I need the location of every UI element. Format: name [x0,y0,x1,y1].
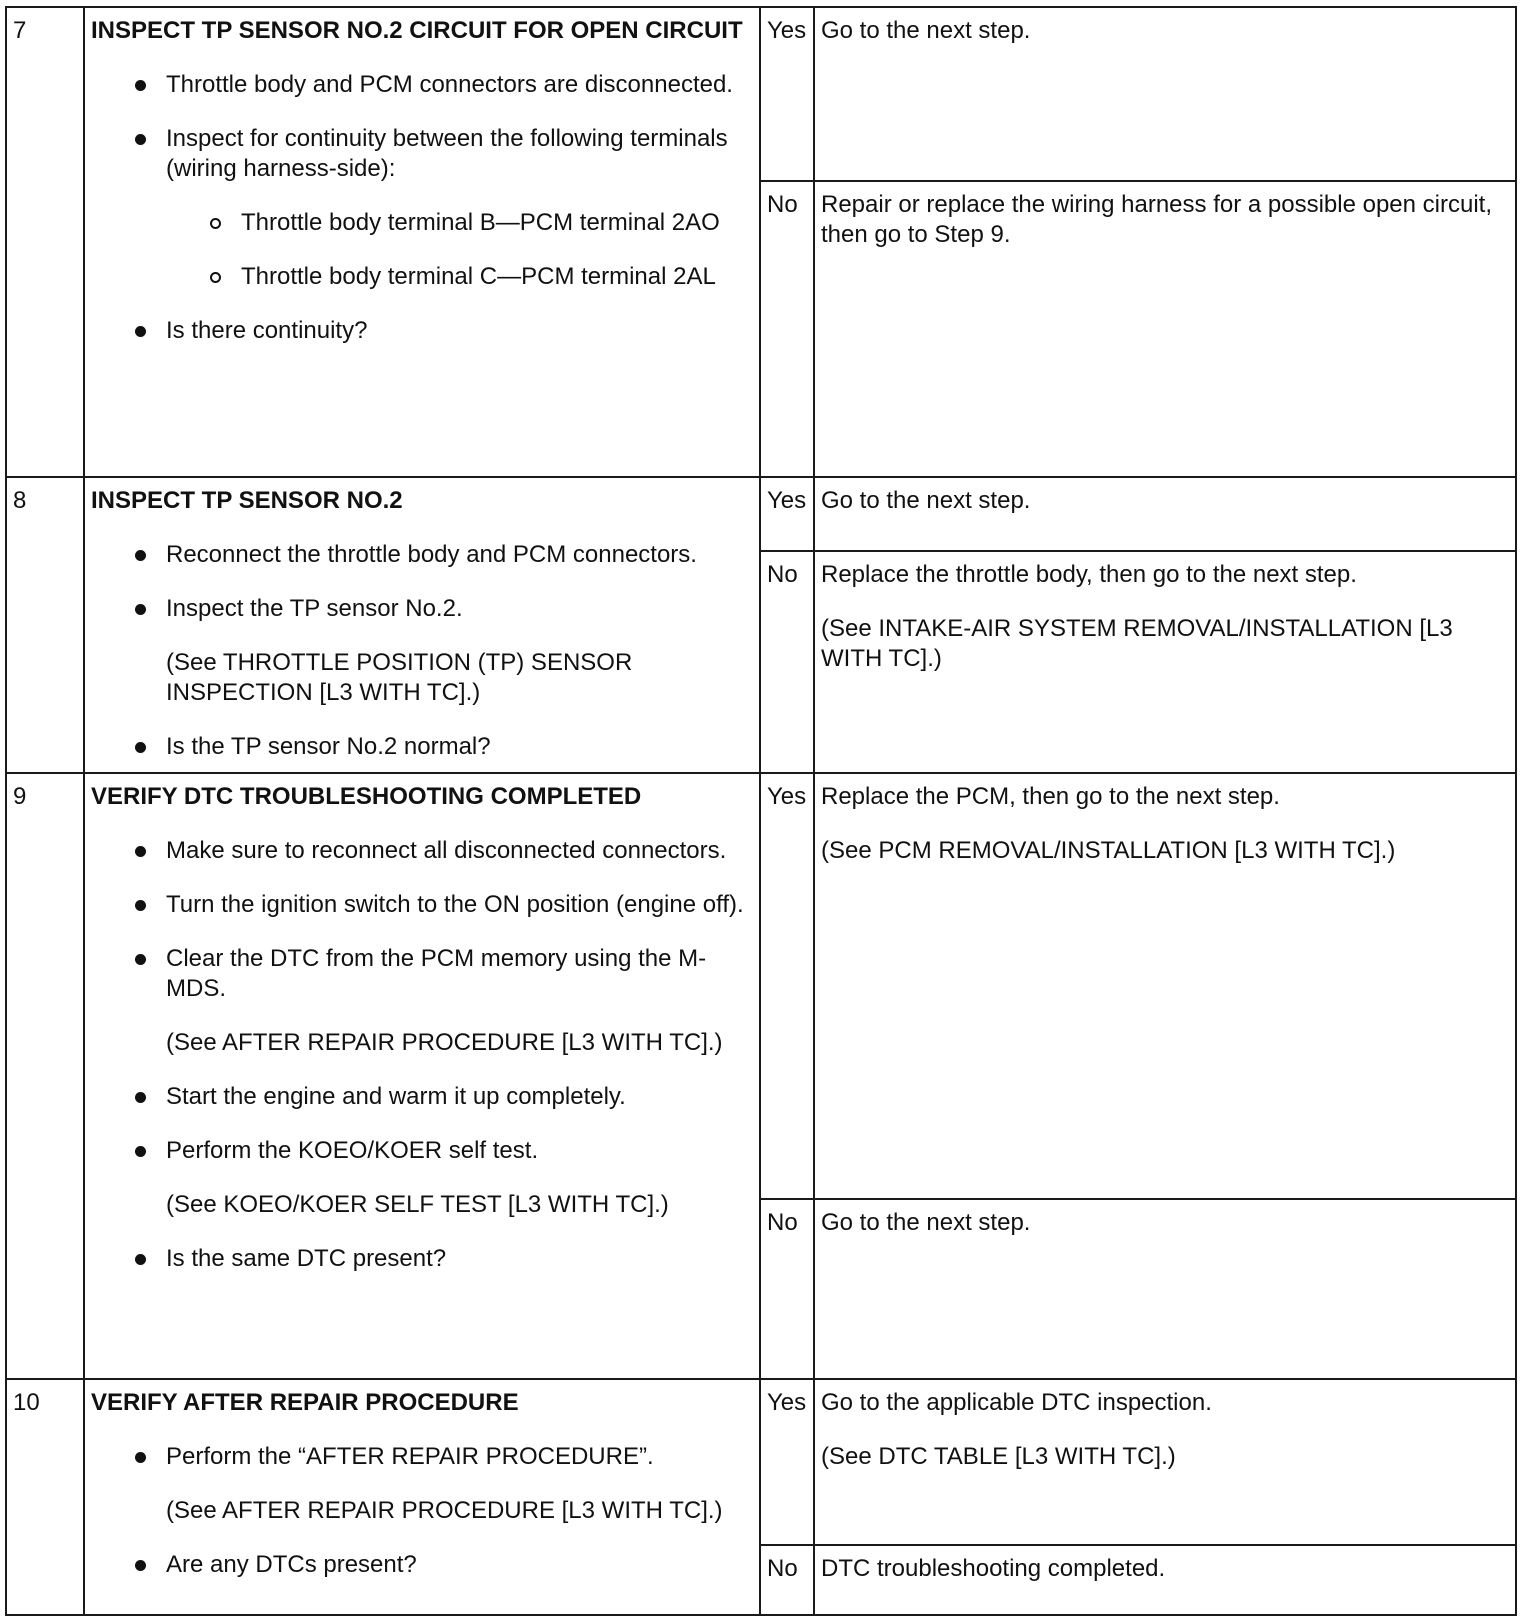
sub-bullet-item: Throttle body terminal C—PCM terminal 2AL [91,262,749,292]
troubleshooting-table [5,6,1517,1616]
no-result [814,1545,1516,1615]
yes-label: Yes [760,773,814,1199]
result-text: Repair or replace the wiring harness for a possible open circuit, then go to Step 9. [821,191,1493,248]
bullet-item: Turn the ignition switch to the ON position (engine off). [91,890,749,920]
bullet-item: Start the engine and warm it up completely. [91,1082,749,1112]
step-title: INSPECT TP SENSOR NO.2 CIRCUIT FOR OPEN CIRCUIT [91,17,743,44]
result-text: Replace the throttle body, then go to the next step. [821,560,1357,588]
step-instructions [84,773,760,1379]
bullet-item: Is the same DTC present? [91,1244,749,1274]
bullet-list [91,836,749,1004]
result-text: Go to the next step. [821,1209,1031,1236]
result-reference: (See PCM REMOVAL/INSTALLATION [L3 WITH TC].) [821,837,1396,864]
no-label: No [760,1199,814,1379]
no-label: No [760,551,814,773]
reference-note: (See THROTTLE POSITION (TP) SENSOR INSPECTION [L3 WITH TC].) [166,649,633,706]
step-number: 9 [6,773,84,1379]
result-reference: (See INTAKE-AIR SYSTEM REMOVAL/INSTALLATION [L3 WITH TC].) [821,614,1453,672]
yes-result [814,773,1516,1199]
step-title: VERIFY AFTER REPAIR PROCEDURE [91,1389,519,1416]
result-text: Go to the next step. [821,487,1031,514]
step-title: INSPECT TP SENSOR NO.2 [91,487,403,514]
bullet-item: Inspect the TP sensor No.2. [91,594,749,624]
step-10-row-yes [6,1379,1516,1545]
step-7-row-yes [6,7,1516,181]
step-number: 8 [6,477,84,773]
step-instructions [84,1379,760,1615]
no-label: No [760,181,814,477]
bullet-item: Are any DTCs present? [91,1550,749,1580]
bullet-list [91,1082,749,1166]
reference-note: (See AFTER REPAIR PROCEDURE [L3 WITH TC].) [166,1029,723,1056]
bullet-list [91,732,749,762]
result-text: Go to the next step. [821,17,1031,44]
no-result [814,181,1516,477]
bullet-item: Reconnect the throttle body and PCM connectors. [91,540,749,570]
result-text: DTC troubleshooting completed. [821,1555,1166,1582]
bullet-list [91,1550,749,1580]
step-number: 10 [6,1379,84,1615]
yes-result [814,7,1516,181]
reference-note: (See KOEO/KOER SELF TEST [L3 WITH TC].) [166,1191,669,1218]
step-9-row-yes [6,773,1516,1199]
no-result [814,551,1516,773]
yes-result [814,477,1516,551]
yes-result [814,1379,1516,1545]
no-label: No [760,1545,814,1615]
bullet-list [91,1442,749,1472]
no-result [814,1199,1516,1379]
step-instructions [84,7,760,477]
bullet-item: Is there continuity? [91,316,749,346]
bullet-item: Make sure to reconnect all disconnected connectors. [91,836,749,866]
step-title: VERIFY DTC TROUBLESHOOTING COMPLETED [91,783,642,810]
step-8-row-yes [6,477,1516,551]
troubleshooting-document [5,6,1515,1606]
bullet-item: Clear the DTC from the PCM memory using the M-MDS. [91,944,749,1004]
bullet-item: Throttle body and PCM connectors are disconnected. [91,70,749,100]
step-number: 7 [6,7,84,477]
yes-label: Yes [760,7,814,181]
bullet-item: Inspect for continuity between the following terminals (wiring harness-side): [91,124,749,184]
result-text: Replace the PCM, then go to the next step. [821,783,1280,810]
step-instructions [84,477,760,773]
bullet-list [91,1244,749,1274]
yes-label: Yes [760,477,814,551]
bullet-item: Perform the KOEO/KOER self test. [91,1136,749,1166]
result-text: Go to the applicable DTC inspection. [821,1389,1212,1416]
bullet-item: Is the TP sensor No.2 normal? [91,732,749,762]
bullet-list [91,540,749,624]
reference-note: (See AFTER REPAIR PROCEDURE [L3 WITH TC].) [166,1497,723,1524]
bullet-list [91,70,749,346]
result-reference: (See DTC TABLE [L3 WITH TC].) [821,1443,1176,1470]
sub-bullet-item: Throttle body terminal B—PCM terminal 2AO [91,208,749,238]
bullet-item: Perform the “AFTER REPAIR PROCEDURE”. [91,1442,749,1472]
yes-label: Yes [760,1379,814,1545]
